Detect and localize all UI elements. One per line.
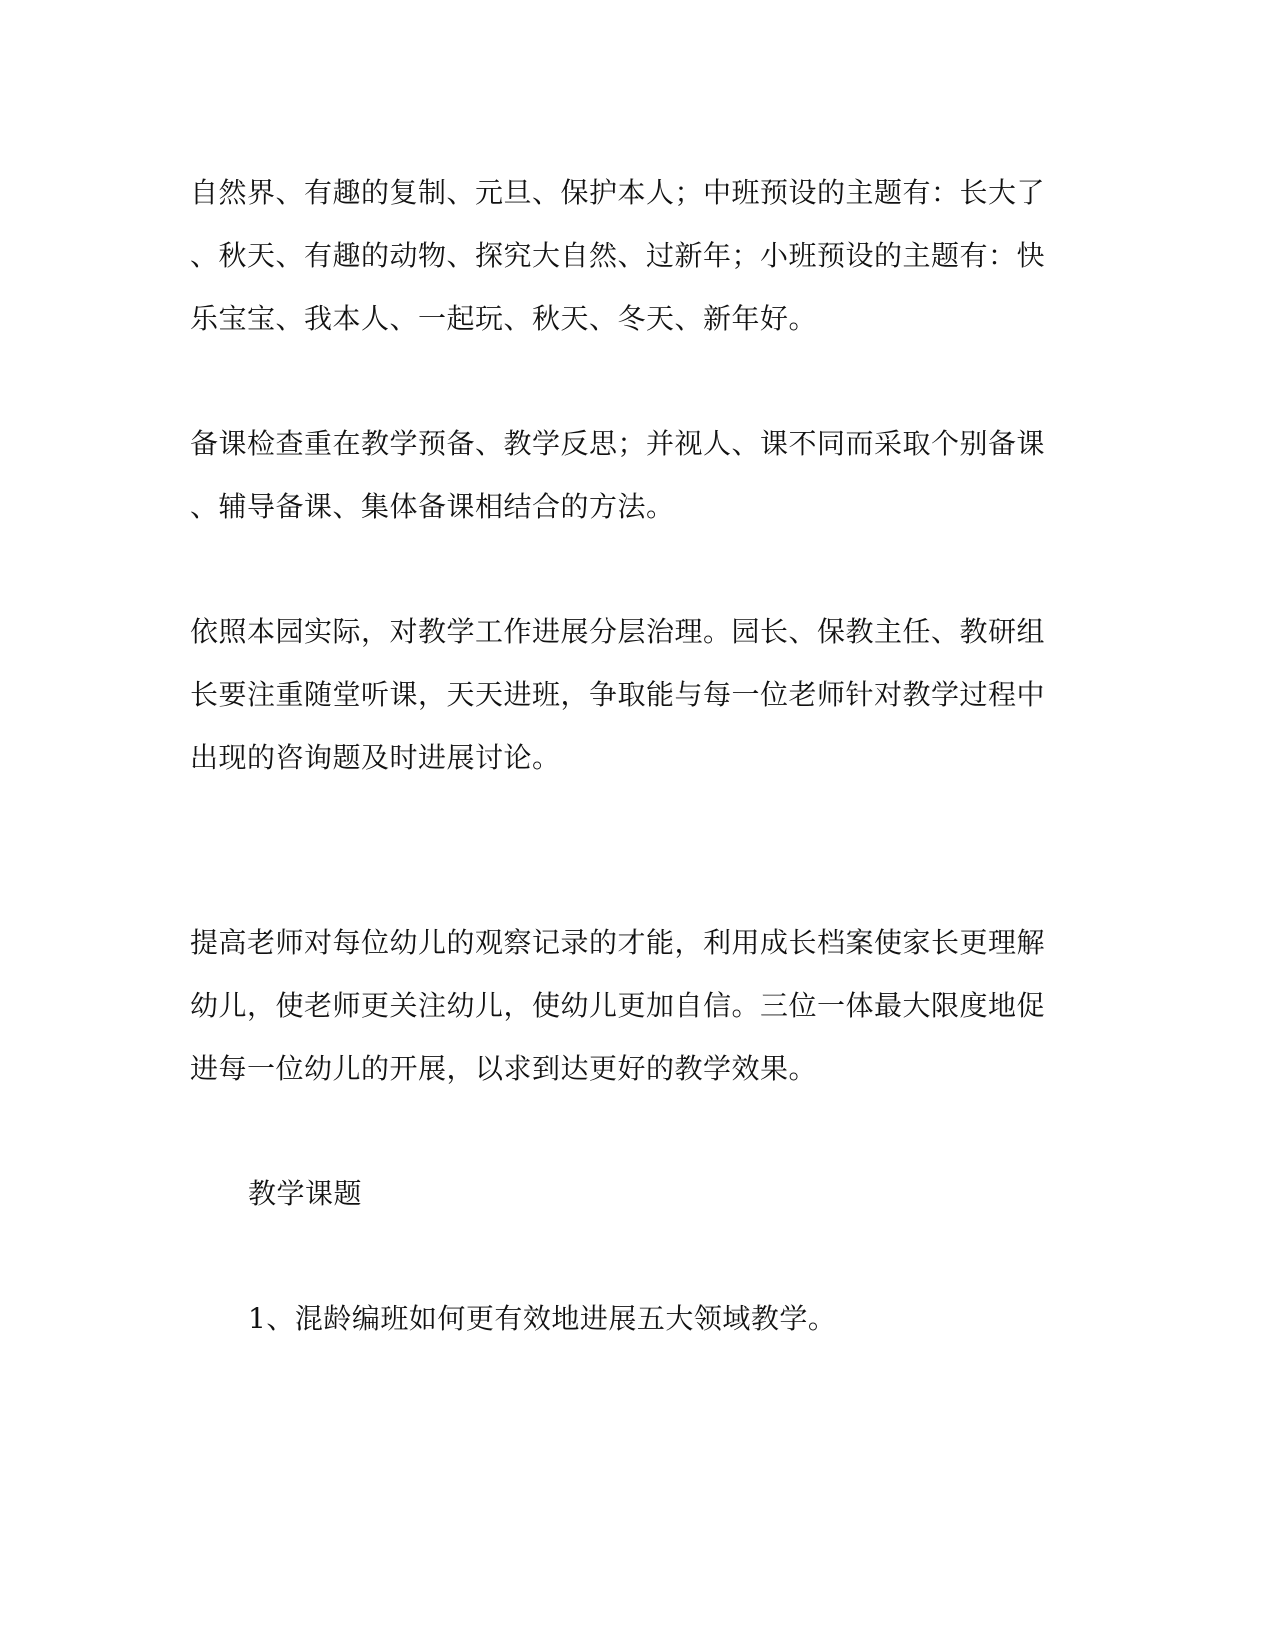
paragraph-1-line-1: 自然界、有趣的复制、元旦、保护本人；中班预设的主题有：长大了 [190, 176, 1046, 209]
section-heading: 教学课题 [248, 1177, 363, 1210]
paragraph-1-line-3: 乐宝宝、我本人、一起玩、秋天、冬天、新年好。 [190, 302, 818, 335]
paragraph-4-line-3: 进每一位幼儿的开展，以求到达更好的教学效果。 [190, 1052, 818, 1085]
paragraph-1-line-2: 、秋天、有趣的动物、探究大自然、过新年；小班预设的主题有：快 [190, 239, 1046, 272]
paragraph-3-line-3: 出现的咨询题及时进展讨论。 [190, 741, 561, 774]
paragraph-3-line-2: 长要注重随堂听课，天天进班，争取能与每一位老师针对教学过程中 [190, 678, 1046, 711]
paragraph-2-line-1: 备课检查重在教学预备、教学反思；并视人、课不同而采取个别备课 [190, 427, 1046, 460]
paragraph-2-line-2: 、辅导备课、集体备课相结合的方法。 [190, 490, 675, 523]
list-item: 1、混龄编班如何更有效地进展五大领域教学。 [248, 1302, 837, 1335]
paragraph-4-line-2: 幼儿，使老师更关注幼儿，使幼儿更加自信。三位一体最大限度地促 [190, 989, 1046, 1022]
paragraph-3-line-1: 依照本园实际，对教学工作进展分层治理。园长、保教主任、教研组 [190, 615, 1046, 648]
paragraph-4-line-1: 提高老师对每位幼儿的观察记录的才能，利用成长档案使家长更理解 [190, 926, 1046, 959]
